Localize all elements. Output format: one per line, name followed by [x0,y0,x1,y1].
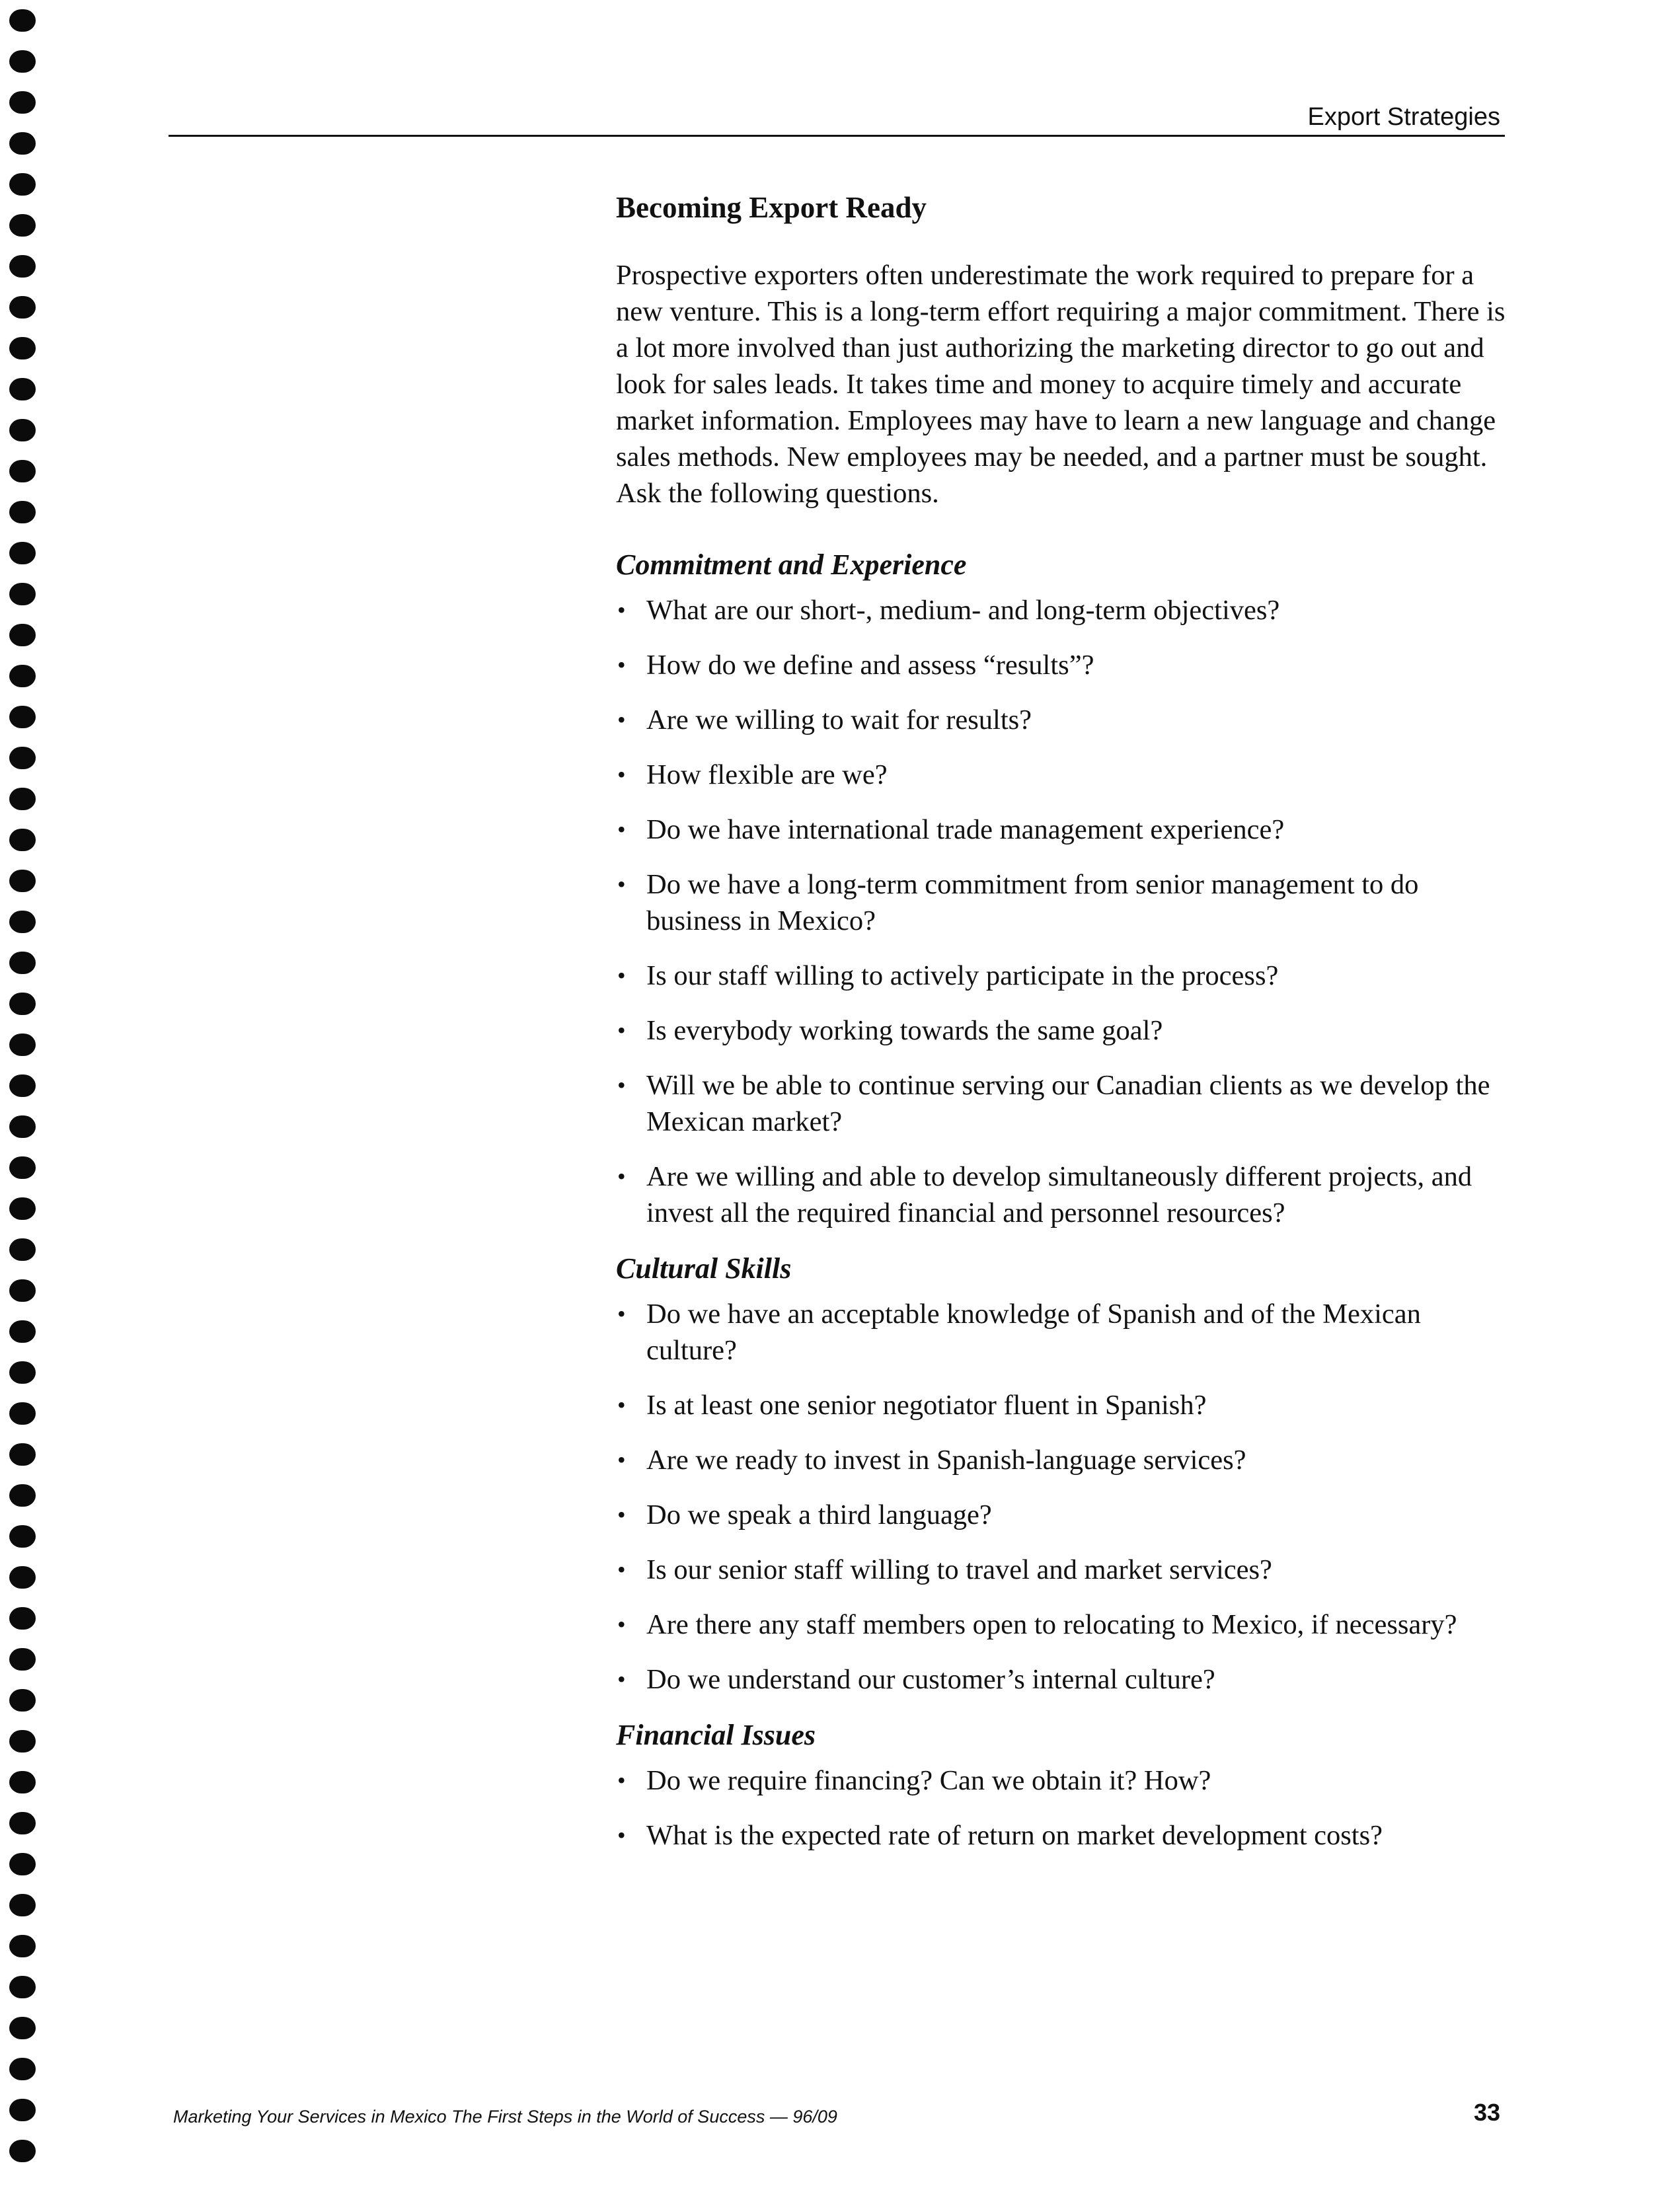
list-item [616,592,1515,628]
question-text: Do we have an acceptable knowledge of Spanish and of the Mexican culture? [646,1299,1421,1366]
binding-hole [9,1771,36,1793]
question-text: Are there any staff members open to relocating to Mexico, if necessary? [646,1609,1457,1640]
list-item [616,757,1515,793]
question-text: Are we ready to invest in Spanish-language services? [646,1445,1246,1476]
binding-hole [9,665,36,687]
bullet-icon: • [617,706,626,733]
list-item [616,1387,1515,1423]
binding-hole [9,173,36,196]
bullet-icon: • [617,761,626,788]
bullet-icon: • [617,597,626,623]
binding-hole [9,50,36,73]
binding-hole [9,952,36,974]
question-text: Do we require financing? Can we obtain it? How? [646,1765,1211,1796]
binding-hole [9,2099,36,2121]
list-item [616,1012,1515,1049]
question-text: Is everybody working towards the same goal? [646,1015,1163,1046]
binding-hole [9,9,36,32]
binding-hole [9,501,36,523]
question-list-financial [616,1762,1515,1854]
section-heading-commitment: Commitment and Experience [616,548,967,581]
question-text: Will we be able to continue serving our Canadian clients as we develop the Mexican market? [646,1070,1490,1137]
binding-hole [9,1566,36,1589]
binding-hole [9,1074,36,1097]
binding-hole [9,1525,36,1548]
list-item [616,1296,1515,1369]
binding-hole [9,870,36,892]
binding-hole [9,255,36,278]
binding-hole [9,1197,36,1220]
binding-hole [9,1730,36,1753]
list-item [616,1661,1515,1698]
question-list-commitment [616,592,1515,1231]
page-number: 33 [1473,2099,1500,2126]
binding-hole [9,2058,36,2080]
page-title: Becoming Export Ready [616,191,927,224]
spiral-binding [0,0,46,2186]
bullet-icon: • [617,1767,626,1793]
question-text: Are we willing to wait for results? [646,704,1032,735]
section-heading-cultural: Cultural Skills [616,1252,792,1285]
bullet-icon: • [617,1666,626,1692]
list-item [616,1606,1515,1643]
bullet-icon: • [617,962,626,989]
bullet-icon: • [617,1611,626,1638]
question-text: Do we have a long-term commitment from senior management to do business in Mexico? [646,869,1419,936]
binding-hole [9,214,36,237]
list-item [616,702,1515,738]
list-item [616,1762,1515,1799]
binding-hole [9,624,36,646]
list-item [616,1442,1515,1478]
binding-hole [9,378,36,400]
binding-hole [9,1402,36,1425]
question-text: Are we willing and able to develop simultaneously different projects, and invest all the required financial and personnel resources? [646,1161,1472,1228]
binding-hole [9,91,36,114]
binding-hole [9,993,36,1015]
list-item [616,1552,1515,1588]
binding-hole [9,1689,36,1712]
running-head: Export Strategies [1307,103,1500,131]
bullet-icon: • [617,1556,626,1583]
list-item [616,647,1515,683]
question-text: What are our short-, medium- and long-term objectives? [646,595,1280,626]
binding-hole [9,788,36,810]
bullet-icon: • [617,1392,626,1418]
binding-hole [9,2017,36,2039]
list-item [616,958,1515,994]
list-item [616,1067,1515,1140]
binding-hole [9,1976,36,1998]
binding-hole [9,1894,36,1916]
binding-hole [9,1279,36,1302]
binding-hole [9,1156,36,1179]
binding-hole [9,1034,36,1056]
question-text: What is the expected rate of return on market development costs? [646,1820,1383,1851]
binding-hole [9,747,36,769]
binding-hole [9,706,36,728]
question-text: Is our staff willing to actively participate in the process? [646,960,1279,991]
bullet-icon: • [617,871,626,897]
section-heading-financial: Financial Issues [616,1719,816,1751]
binding-hole [9,1484,36,1507]
header-rule [169,135,1505,137]
intro-paragraph: Prospective exporters often underestimate the work required to prepare for a new venture. This is a long-term effort requiring a major commitment. There is a lot more involved than just authorizing the marketing director to go out and look for sales leads. It takes time and money to acquire timely and accurate market information. Employees may have to learn a new language and change sales methods. New employees may be needed, and a partner must be sought. Ask the following questions. [616,260,1506,509]
question-text: Do we speak a third language? [646,1499,992,1530]
binding-hole [9,1607,36,1630]
binding-hole [9,911,36,933]
binding-hole [9,132,36,155]
binding-hole [9,296,36,319]
page-body [616,188,1515,1872]
binding-hole [9,1443,36,1466]
list-item [616,866,1515,939]
binding-hole [9,542,36,564]
question-text: Do we understand our customer’s internal culture? [646,1664,1215,1695]
question-text: Is our senior staff willing to travel and market services? [646,1554,1272,1585]
bullet-icon: • [617,816,626,843]
list-item [616,1158,1515,1231]
list-item [616,1817,1515,1854]
binding-hole [9,829,36,851]
bullet-icon: • [617,1447,626,1473]
binding-hole [9,460,36,482]
bullet-icon: • [617,1822,626,1848]
binding-hole [9,419,36,441]
binding-hole [9,2140,36,2162]
bullet-icon: • [617,1501,626,1528]
binding-hole [9,1115,36,1138]
binding-hole [9,337,36,359]
binding-hole [9,1812,36,1834]
question-text: How do we define and assess “results”? [646,650,1094,681]
binding-hole [9,1320,36,1343]
bullet-icon: • [617,1163,626,1189]
binding-hole [9,1238,36,1261]
binding-hole [9,583,36,605]
bullet-icon: • [617,1300,626,1327]
question-text: Do we have international trade management experience? [646,814,1285,845]
bullet-icon: • [617,1072,626,1098]
bullet-icon: • [617,1017,626,1043]
list-item [616,811,1515,848]
binding-hole [9,1853,36,1875]
question-list-cultural [616,1296,1515,1698]
bullet-icon: • [617,652,626,678]
footer-publication: Marketing Your Services in Mexico The First Steps in the World of Success — 96/09 [173,2107,837,2127]
question-text: Is at least one senior negotiator fluent in Spanish? [646,1390,1207,1421]
list-item [616,1497,1515,1533]
binding-hole [9,1648,36,1671]
binding-hole [9,1935,36,1957]
question-text: How flexible are we? [646,759,888,790]
binding-hole [9,1361,36,1384]
